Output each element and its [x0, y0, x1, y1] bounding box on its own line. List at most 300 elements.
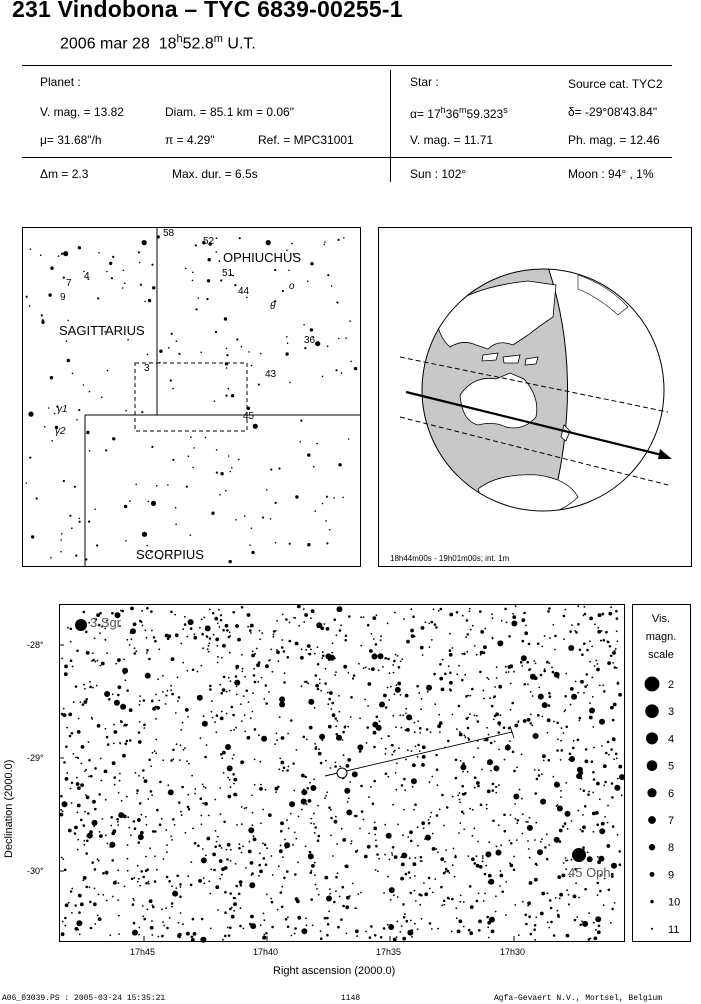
background-star: [603, 785, 605, 787]
background-star: [64, 869, 67, 872]
background-star: [487, 921, 491, 925]
background-star: [613, 703, 617, 707]
background-star: [184, 747, 186, 749]
background-star: [187, 794, 189, 796]
background-star: [63, 251, 68, 256]
mag-scale-dot: [646, 732, 658, 744]
info-divider: [390, 70, 391, 182]
background-star: [202, 721, 208, 727]
background-star: [98, 252, 100, 254]
background-star: [443, 872, 446, 875]
background-star: [220, 619, 223, 622]
background-star: [102, 894, 104, 896]
background-star: [599, 890, 602, 893]
background-star: [360, 785, 363, 788]
background-star: [348, 797, 350, 799]
background-star: [137, 841, 140, 844]
background-star: [582, 846, 585, 849]
background-star: [562, 874, 566, 878]
background-star: [202, 848, 204, 850]
background-star: [270, 649, 272, 651]
background-star: [508, 671, 510, 673]
background-star: [170, 379, 172, 381]
background-star: [563, 862, 565, 864]
background-star: [614, 666, 617, 669]
background-star: [129, 500, 131, 502]
background-star: [124, 743, 127, 746]
background-star: [597, 630, 601, 634]
background-star: [548, 607, 551, 610]
background-star: [158, 648, 160, 650]
background-star: [310, 871, 313, 874]
background-star: [301, 648, 303, 650]
background-star: [553, 721, 555, 723]
background-star: [514, 803, 516, 805]
background-star: [78, 894, 82, 898]
background-star: [214, 846, 217, 849]
background-star: [565, 857, 567, 859]
background-star: [327, 923, 330, 926]
background-star: [74, 486, 76, 488]
background-star: [294, 617, 296, 619]
background-star: [428, 623, 430, 625]
background-star: [345, 905, 349, 909]
background-star: [334, 765, 337, 768]
background-star: [249, 882, 255, 888]
constellation-scorpius: SCORPIUS: [136, 547, 204, 562]
background-star: [101, 396, 103, 398]
background-star: [119, 742, 121, 744]
background-star: [71, 782, 74, 785]
background-star: [152, 752, 154, 754]
background-star: [365, 666, 367, 668]
background-star: [182, 923, 184, 925]
background-star: [396, 684, 398, 686]
background-star: [552, 671, 555, 674]
background-star: [504, 608, 507, 611]
background-star: [488, 734, 490, 736]
background-star: [62, 858, 64, 860]
background-star: [61, 253, 63, 255]
background-star: [326, 627, 330, 631]
background-star: [596, 668, 600, 672]
background-star: [146, 652, 148, 654]
background-star: [534, 839, 536, 841]
background-star: [230, 680, 232, 682]
background-star: [398, 666, 401, 669]
background-star: [253, 668, 255, 670]
background-star: [415, 900, 417, 902]
background-star: [554, 649, 556, 651]
background-star: [171, 693, 174, 696]
background-star: [68, 902, 70, 904]
mag-scale-dot: [645, 677, 660, 692]
background-star: [449, 633, 451, 635]
background-star: [456, 917, 458, 919]
background-star: [446, 806, 449, 809]
background-star: [221, 657, 223, 659]
background-star: [189, 620, 192, 623]
background-star: [114, 784, 116, 786]
background-star: [437, 928, 439, 930]
background-star: [546, 833, 548, 835]
background-star: [585, 760, 589, 764]
background-star: [555, 897, 557, 899]
background-star: [583, 615, 585, 617]
background-star: [211, 711, 213, 713]
background-star: [301, 685, 303, 687]
background-star: [581, 653, 584, 656]
background-star: [300, 420, 302, 422]
background-star: [324, 797, 326, 799]
background-star: [467, 695, 469, 697]
background-star: [615, 610, 618, 613]
background-star: [193, 634, 195, 636]
background-star: [92, 800, 96, 804]
background-star: [459, 799, 461, 801]
background-star: [195, 308, 197, 310]
background-star: [238, 847, 241, 850]
background-star: [360, 616, 362, 618]
background-star: [373, 746, 376, 749]
background-star: [229, 690, 231, 692]
background-star: [172, 749, 175, 752]
background-star: [81, 745, 85, 749]
background-star: [528, 848, 530, 850]
background-star: [334, 674, 336, 676]
background-star: [276, 739, 278, 741]
background-star: [280, 821, 284, 825]
background-star: [232, 611, 235, 614]
background-star: [165, 634, 169, 638]
background-star: [159, 350, 162, 353]
background-star: [152, 830, 155, 833]
background-star: [71, 912, 73, 914]
background-star: [586, 673, 589, 676]
background-star: [244, 808, 246, 810]
background-star: [70, 628, 73, 631]
background-star: [94, 923, 96, 925]
background-star: [476, 654, 478, 656]
background-star: [254, 759, 256, 761]
background-star: [569, 756, 575, 762]
background-star: [208, 815, 210, 817]
background-star: [384, 657, 387, 660]
background-star: [281, 886, 283, 888]
background-star: [381, 738, 383, 740]
background-star: [241, 806, 243, 808]
background-star: [467, 771, 469, 773]
background-star: [98, 894, 100, 896]
background-star: [144, 779, 148, 783]
background-star: [233, 778, 237, 782]
background-star: [540, 799, 546, 805]
background-star: [240, 703, 242, 705]
background-star: [240, 907, 242, 909]
background-star: [270, 898, 272, 900]
background-star: [329, 888, 331, 890]
background-star: [504, 759, 506, 761]
background-star: [235, 863, 237, 865]
background-star: [516, 766, 518, 768]
background-star: [357, 744, 363, 750]
background-star: [467, 855, 469, 857]
background-star: [385, 706, 388, 709]
background-star: [117, 694, 120, 697]
background-star: [513, 770, 516, 773]
background-star: [461, 785, 464, 788]
background-star: [458, 832, 460, 834]
background-star: [61, 658, 63, 660]
background-star: [265, 684, 268, 687]
background-star: [617, 834, 619, 836]
background-star: [254, 784, 256, 786]
background-star: [175, 523, 177, 525]
background-star: [598, 925, 601, 928]
background-star: [421, 918, 423, 920]
background-star: [89, 830, 93, 834]
background-star: [200, 797, 203, 800]
background-star: [387, 776, 389, 778]
background-star: [208, 651, 210, 653]
background-star: [26, 482, 28, 484]
background-star: [258, 734, 260, 736]
background-star: [599, 828, 605, 834]
background-star: [79, 518, 81, 520]
label-3-sgr: 3 Sgr: [90, 615, 122, 630]
background-star: [198, 879, 202, 883]
background-star: [422, 654, 424, 656]
background-star: [455, 777, 458, 780]
background-star: [97, 297, 99, 299]
background-star: [611, 908, 614, 911]
background-star: [233, 897, 236, 900]
background-star: [513, 794, 519, 800]
background-star: [157, 936, 159, 938]
background-star: [272, 874, 274, 876]
background-star: [113, 776, 116, 779]
background-star: [210, 869, 212, 871]
background-star: [461, 653, 463, 655]
background-star: [188, 455, 190, 457]
mag-scale-label: 6: [668, 787, 675, 800]
background-star: [98, 860, 100, 862]
background-star: [506, 622, 508, 624]
background-star: [411, 634, 415, 638]
background-star: [577, 739, 580, 742]
background-star: [561, 749, 564, 752]
background-star: [74, 904, 77, 907]
background-star: [417, 720, 419, 722]
background-star: [152, 906, 155, 909]
background-star: [307, 787, 310, 790]
background-star: [304, 347, 306, 349]
background-star: [138, 251, 140, 253]
background-star: [284, 672, 286, 674]
background-star: [324, 917, 327, 920]
background-star: [414, 731, 416, 733]
background-star: [314, 707, 316, 709]
background-star: [505, 914, 507, 916]
background-star: [405, 713, 407, 715]
background-star: [64, 925, 66, 927]
background-star: [171, 657, 175, 661]
background-star: [111, 277, 113, 279]
background-star: [497, 721, 501, 725]
background-star: [495, 911, 497, 913]
background-star: [310, 262, 313, 265]
background-star: [294, 873, 297, 876]
background-star: [69, 735, 72, 738]
background-star: [400, 877, 404, 881]
background-star: [618, 693, 622, 697]
background-star: [384, 824, 386, 826]
background-star: [207, 279, 210, 282]
background-star: [124, 283, 126, 285]
background-star: [142, 876, 145, 879]
background-star: [331, 652, 333, 654]
background-star: [344, 639, 347, 642]
background-star: [279, 716, 281, 718]
background-star: [154, 855, 156, 857]
background-star: [193, 636, 197, 640]
background-star: [236, 824, 238, 826]
background-star: [238, 459, 240, 461]
background-star: [508, 665, 512, 669]
background-star: [557, 875, 561, 879]
background-star: [578, 897, 580, 899]
background-star: [350, 696, 353, 699]
background-star: [322, 655, 325, 658]
background-star: [227, 777, 229, 779]
background-star: [342, 739, 344, 741]
background-star: [611, 863, 617, 869]
background-star: [285, 918, 288, 921]
background-star: [146, 824, 148, 826]
background-star: [407, 749, 409, 751]
background-star: [314, 743, 316, 745]
background-star: [547, 718, 551, 722]
background-star: [315, 884, 317, 886]
background-star: [469, 931, 473, 935]
background-star: [224, 866, 228, 870]
background-star: [106, 736, 109, 739]
background-star: [455, 855, 457, 857]
background-star: [239, 925, 242, 928]
background-star: [358, 893, 360, 895]
mag-scale-title-2: magn.: [645, 631, 677, 643]
background-star: [368, 668, 370, 670]
background-star: [180, 729, 182, 731]
background-star: [69, 515, 71, 517]
background-star: [614, 650, 616, 652]
background-star: [120, 721, 123, 724]
background-star: [569, 753, 572, 756]
background-star: [589, 661, 591, 663]
background-star: [524, 631, 528, 635]
background-star: [133, 922, 136, 925]
background-star: [403, 778, 406, 781]
background-star: [112, 761, 116, 765]
background-star: [65, 903, 69, 907]
background-star: [497, 640, 503, 646]
planet-pi: π = 4.29": [165, 133, 215, 147]
background-star: [335, 369, 337, 371]
background-star: [613, 758, 615, 760]
background-star: [576, 916, 578, 918]
background-star: [426, 685, 432, 691]
background-star: [409, 892, 412, 895]
background-star: [155, 718, 157, 720]
background-star: [136, 793, 138, 795]
background-star: [281, 906, 284, 909]
background-star: [577, 810, 579, 812]
background-star: [161, 908, 163, 910]
background-star: [105, 728, 107, 730]
background-star: [166, 876, 169, 879]
background-star: [527, 840, 529, 842]
background-star: [186, 760, 188, 762]
background-star: [395, 772, 397, 774]
info-top-rule: [22, 65, 672, 66]
background-star: [270, 518, 272, 520]
background-star: [214, 617, 218, 621]
background-star: [592, 812, 596, 816]
background-star: [532, 695, 534, 697]
background-star: [393, 672, 395, 674]
background-star: [392, 846, 395, 849]
background-star: [514, 904, 516, 906]
background-star: [616, 758, 618, 760]
star-heading: Star :: [410, 75, 439, 89]
background-star: [395, 654, 397, 656]
background-star: [162, 691, 164, 693]
background-star: [488, 937, 490, 939]
background-star: [344, 788, 350, 794]
background-star: [526, 661, 529, 664]
background-star: [459, 822, 461, 824]
background-star: [494, 715, 497, 718]
background-star: [226, 849, 228, 851]
background-star: [617, 778, 619, 780]
background-star: [149, 847, 151, 849]
background-star: [217, 662, 219, 664]
background-star: [252, 692, 254, 694]
background-star: [592, 726, 594, 728]
background-star: [161, 818, 163, 820]
background-star: [85, 631, 88, 634]
background-star: [303, 621, 305, 623]
background-star: [112, 256, 114, 258]
background-star: [175, 712, 177, 714]
background-star: [225, 744, 231, 750]
background-star: [122, 668, 128, 674]
background-star: [465, 736, 467, 738]
background-star: [415, 746, 417, 748]
background-star: [215, 830, 217, 832]
background-star: [512, 615, 516, 619]
background-star: [289, 801, 295, 807]
background-star: [194, 842, 197, 845]
background-star: [133, 622, 137, 626]
background-star: [50, 267, 53, 270]
background-star: [423, 827, 425, 829]
background-star: [483, 645, 487, 649]
background-star: [105, 835, 107, 837]
background-star: [89, 391, 91, 393]
background-star: [329, 893, 331, 895]
background-star: [229, 560, 232, 563]
